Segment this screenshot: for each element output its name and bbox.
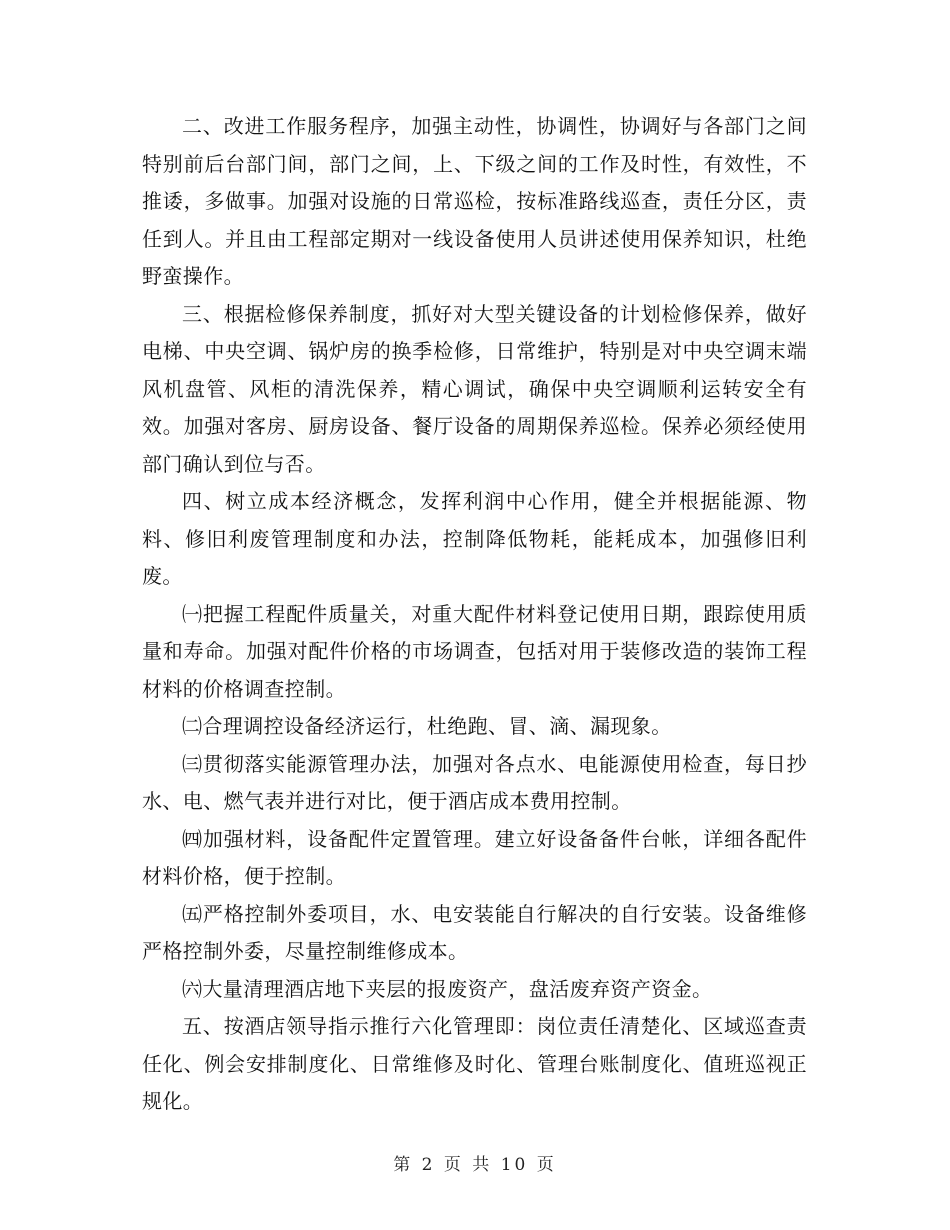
paragraph-item-1: ㈠把握工程配件质量关，对重大配件材料登记使用日期，跟踪使用质量和寿命。加强对配件价格的市场调查，包括对用于装修改造的装饰工程材料的价格调查控制。 [142, 601, 807, 701]
paragraph-item-5: ㈤严格控制外委项目，水、电安装能自行解决的自行安装。设备维修严格控制外委，尽量控制维修成本。 [142, 901, 807, 963]
paragraph-maintenance: 三、根据检修保养制度，抓好对大型关键设备的计划检修保养，做好电梯、中央空调、锅炉房的换季检修，日常维护，特别是对中央空调末端风机盘管、风柜的清洗保养，精心调试，确保中央空调顺利运转安全有效。加强对客房、厨房设备、餐厅设备的周期保养巡检。保养必须经使用部门确认到位与否。 [142, 301, 807, 476]
paragraph-improve-service: 二、改进工作服务程序，加强主动性，协调性，协调好与各部门之间特别前后台部门间，部门之间，上、下级之间的工作及时性，有效性，不推诿，多做事。加强对设施的日常巡检，按标准路线巡查，责任分区，责任到人。并且由工程部定期对一线设备使用人员讲述使用保养知识，杜绝野蛮操作。 [142, 114, 807, 288]
document-body [142, 108, 807, 1121]
paragraph-six-management: 五、按酒店领导指示推行六化管理即：岗位责任清楚化、区域巡查责任化、例会安排制度化、日常维修及时化、管理台账制度化、值班巡视正规化。 [142, 1014, 807, 1113]
paragraph-item-6: ㈥大量清理酒店地下夹层的报废资产，盘活废弃资产资金。 [182, 976, 713, 1001]
paragraph-cost-concept: 四、树立成本经济概念，发挥利润中心作用，健全并根据能源、物料、修旧利废管理制度和办法，控制降低物耗，能耗成本，加强修旧利废。 [142, 489, 807, 588]
page-number-footer: 第 2 页 共 10 页 [393, 1155, 557, 1175]
paragraph-item-3: ㈢贯彻落实能源管理办法，加强对各点水、电能源使用检查，每日抄水、电、燃气表并进行对比，便于酒店成本费用控制。 [142, 751, 807, 813]
paragraph-item-2: ㈡合理调控设备经济运行，杜绝跑、冒、滴、漏现象。 [182, 714, 672, 738]
paragraph-item-4: ㈣加强材料，设备配件定置管理。建立好设备备件台帐，详细各配件材料价格，便于控制。 [142, 826, 807, 888]
